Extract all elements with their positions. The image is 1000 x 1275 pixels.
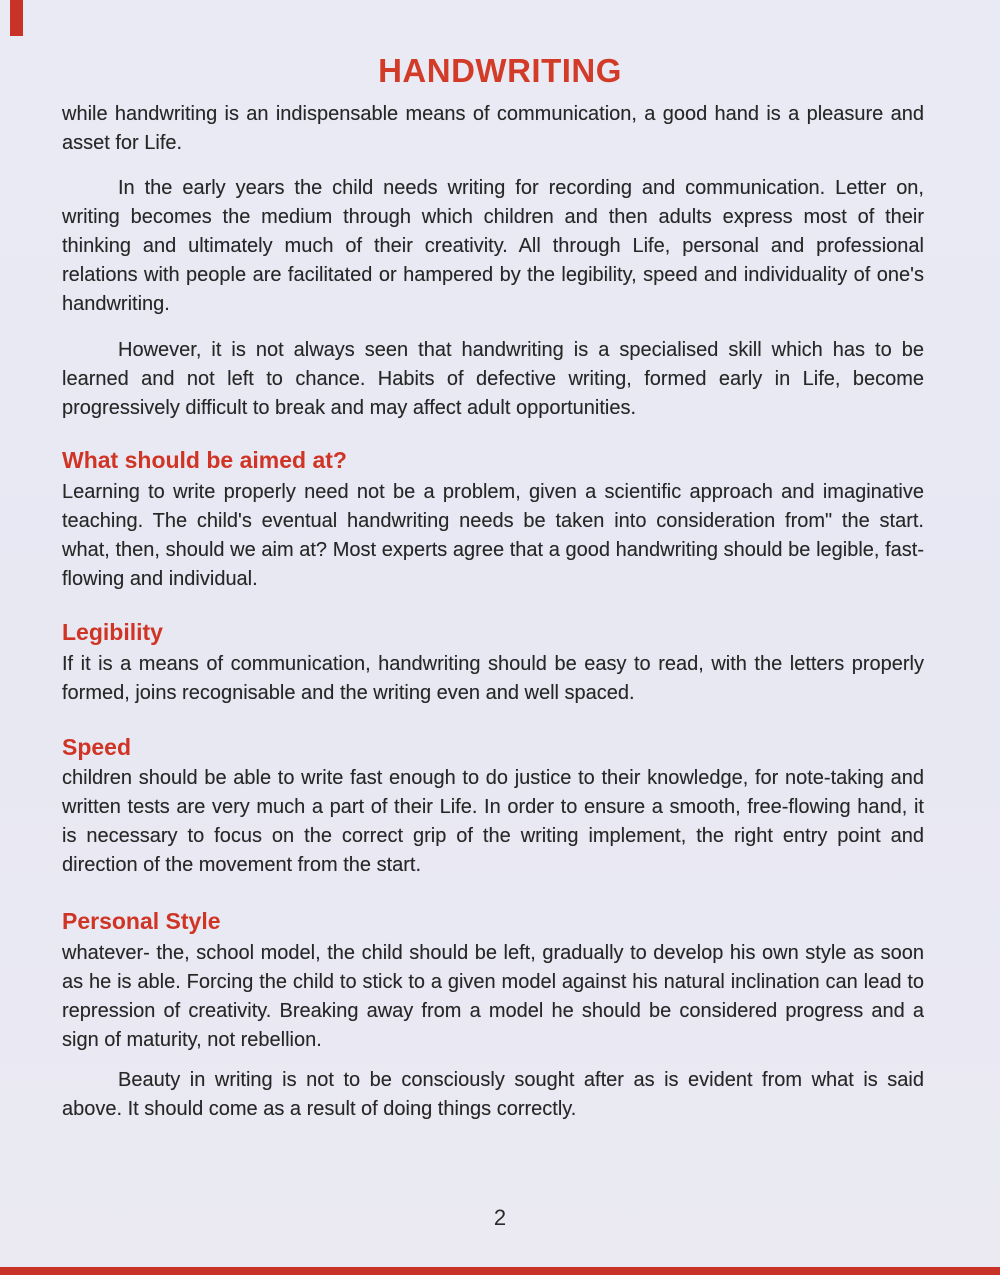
page-title: HANDWRITING (378, 52, 622, 89)
heading-what-should-be-aimed-at: What should be aimed at? (62, 447, 347, 473)
paragraph-legibility: If it is a means of communication, handwriting should be easy to read, with the letters properly formed, joins recognisable and the writing even and well spaced. (62, 653, 924, 704)
paragraph-aims: Learning to write properly need not be a problem, given a scientific approach and imaginative teaching. The child's eventual handwriting needs be taken into consideration from" the start. what, then, should we aim at? Most experts agree that a good handwriting should be legible, fast-flowing and individual. (62, 481, 924, 590)
heading-speed: Speed (62, 734, 132, 760)
paragraph-however: However, it is not always seen that handwriting is a specialised skill which has to be learned and not left to chance. Habits of defective writing, formed early in Life, become progressively difficult to break and may affect adult opportunities. (62, 339, 924, 419)
paragraph-speed: children should be able to write fast enough to do justice to their knowledge, for note-taking and written tests are very much a part of their Life. In order to ensure a smooth, free-flowing hand, it is necessary to focus on the correct grip of the writing implement, the right entry point and direction of the movement from the start. (62, 767, 924, 876)
paragraph-beauty: Beauty in writing is not to be consciously sought after as is evident from what is said above. It should come as a result of doing things correctly. (62, 1069, 924, 1120)
paragraph-intro: while handwriting is an indispensable means of communication, a good hand is a pleasure and asset for Life. (62, 103, 924, 154)
red-edge-mark-bottom (0, 1267, 1000, 1275)
heading-personal-style: Personal Style (62, 908, 221, 934)
red-edge-mark-top-left (10, 0, 23, 36)
heading-legibility: Legibility (62, 619, 163, 645)
paragraph-early-years: In the early years the child needs writing for recording and communication. Letter on, writing becomes the medium through which children and then adults express most of their thinking and ultimately much of their creativity. All through Life, personal and professional relations with people are facilitated or hampered by the legibility, speed and individuality of one's handwriting. (62, 177, 924, 315)
page-number: 2 (493, 1205, 507, 1230)
paragraph-personal-style: whatever- the, school model, the child should be left, gradually to develop his own style as soon as he is able. Forcing the child to stick to a given model against his natural inclination can lead to repression of creativity. Breaking away from a model he should be considered progress and a sign of maturity, not rebellion. (62, 942, 924, 1051)
